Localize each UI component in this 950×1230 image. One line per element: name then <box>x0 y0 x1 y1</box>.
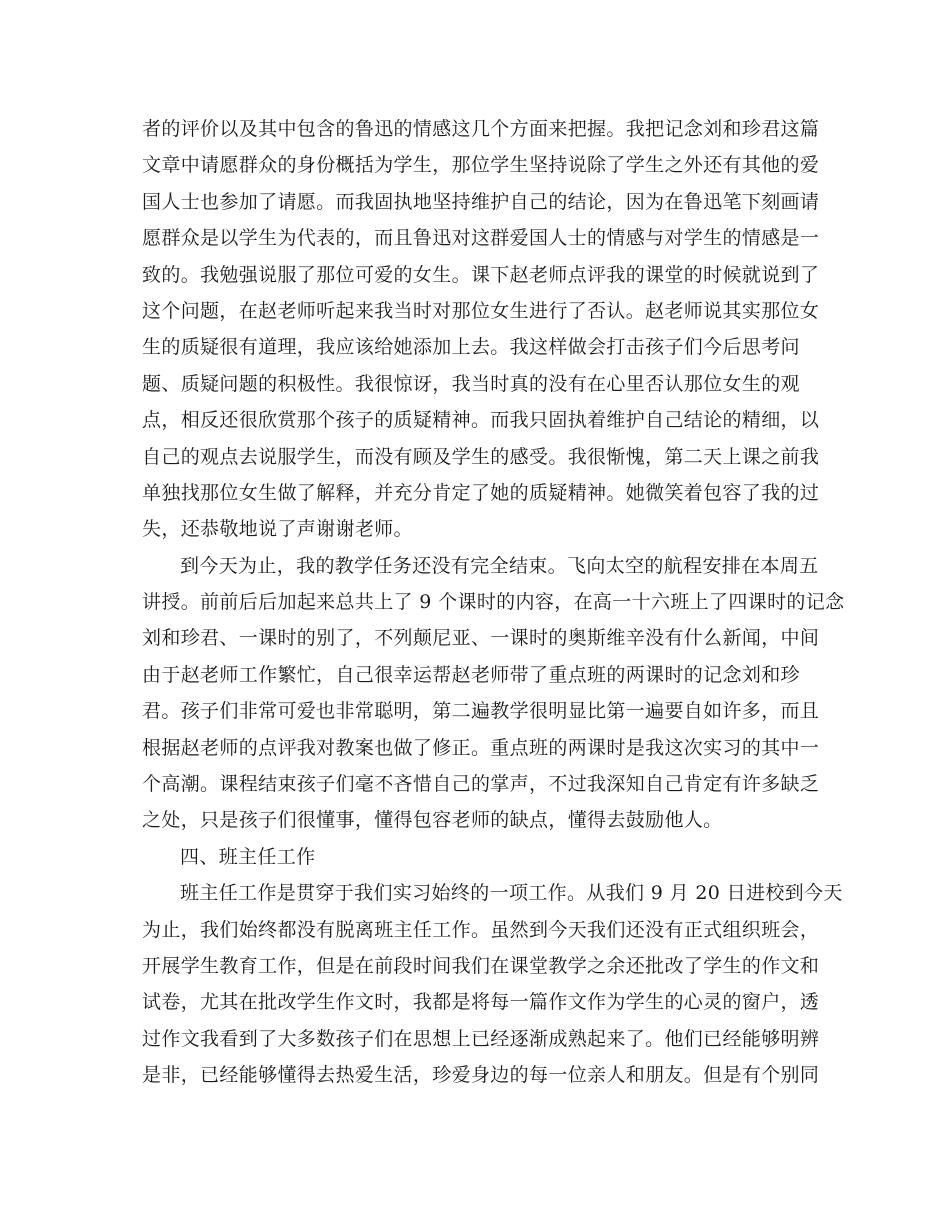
text-line: 根据赵老师的点评我对教案也做了修正。重点班的两课时是我这次实习的其中一 <box>142 736 820 759</box>
text-line: 点，相反还很欣赏那个孩子的质疑精神。而我只固执着维护自己结论的精细，以 <box>142 409 820 432</box>
text-line: 君。孩子们非常可爱也非常聪明，第二遍教学很明显比第一遍要自如许多，而且 <box>142 700 820 723</box>
paragraph-first-line: 班主任工作是贯穿于我们实习始终的一项工作。从我们 9 月 20 日进校到今天 <box>180 882 843 905</box>
text-line: 自己的观点去说服学生，而没有顾及学生的感受。我很惭愧，第二天上课之前我 <box>142 445 820 468</box>
text-line: 文章中请愿群众的身份概括为学生，那位学生坚持说除了学生之外还有其他的爱 <box>142 154 820 177</box>
paragraph-first-line: 到今天为止，我的教学任务还没有完全结束。飞向太空的航程安排在本周五 <box>180 554 819 577</box>
text-line: 题、质疑问题的积极性。我很惊讶，我当时真的没有在心里否认那位女生的观 <box>142 372 800 395</box>
text-line: 国人士也参加了请愿。而我固执地坚持维护自己的结论，因为在鲁迅笔下刻画请 <box>142 190 820 213</box>
body-text <box>142 111 845 1094</box>
text-line: 个高潮。课程结束孩子们毫不吝惜自己的掌声，不过我深知自己肯定有许多缺乏 <box>142 773 820 796</box>
section-heading: 四、班主任工作 <box>180 845 316 868</box>
text-line: 这个问题，在赵老师听起来我当时对那位女生进行了否认。赵老师说其实那位女 <box>142 299 820 322</box>
text-line: 由于赵老师工作繁忙，自己很幸运帮赵老师带了重点班的两课时的记念刘和珍 <box>142 663 800 686</box>
text-line: 致的。我勉强说服了那位可爱的女生。课下赵老师点评我的课堂的时候就说到了 <box>142 263 820 286</box>
text-line: 试卷，尤其在批改学生作文时，我都是将每一篇作文作为学生的心灵的窗户，透 <box>142 991 820 1014</box>
text-line: 讲授。前前后后加起来总共上了 9 个课时的内容，在高一十六班上了四课时的记念 <box>142 591 845 614</box>
text-line: 过作文我看到了大多数孩子们在思想上已经逐渐成熟起来了。他们已经能够明辨 <box>142 1027 820 1050</box>
text-line: 者的评价以及其中包含的鲁迅的情感这几个方面来把握。我把记念刘和珍君这篇 <box>142 118 820 140</box>
text-line: 刘和珍君、一课时的别了，不列颠尼亚、一课时的奥斯维辛没有什么新闻，中间 <box>142 627 820 650</box>
text-line: 之处，只是孩子们很懂事，懂得包容老师的缺点，懂得去鼓励他人。 <box>142 809 723 832</box>
text-line: 为止，我们始终都没有脱离班主任工作。虽然到今天我们还没有正式组织班会， <box>142 918 820 941</box>
text-line: 愿群众是以学生为代表的，而且鲁迅对这群爱国人士的情感与对学生的情感是一 <box>142 227 820 250</box>
text-line: 单独找那位女生做了解释，并充分肯定了她的质疑精神。她微笑着包容了我的过 <box>142 481 820 504</box>
text-line: 开展学生教育工作，但是在前段时间我们在课堂教学之余还批改了学生的作文和 <box>142 954 820 977</box>
text-line: 是非，已经能够懂得去热爱生活，珍爱身边的每一位亲人和朋友。但是有个别同 <box>142 1064 820 1087</box>
text-line: 生的质疑很有道理，我应该给她添加上去。我这样做会打击孩子们今后思考问 <box>142 336 800 359</box>
text-line: 失，还恭敬地说了声谢谢老师。 <box>142 518 413 541</box>
